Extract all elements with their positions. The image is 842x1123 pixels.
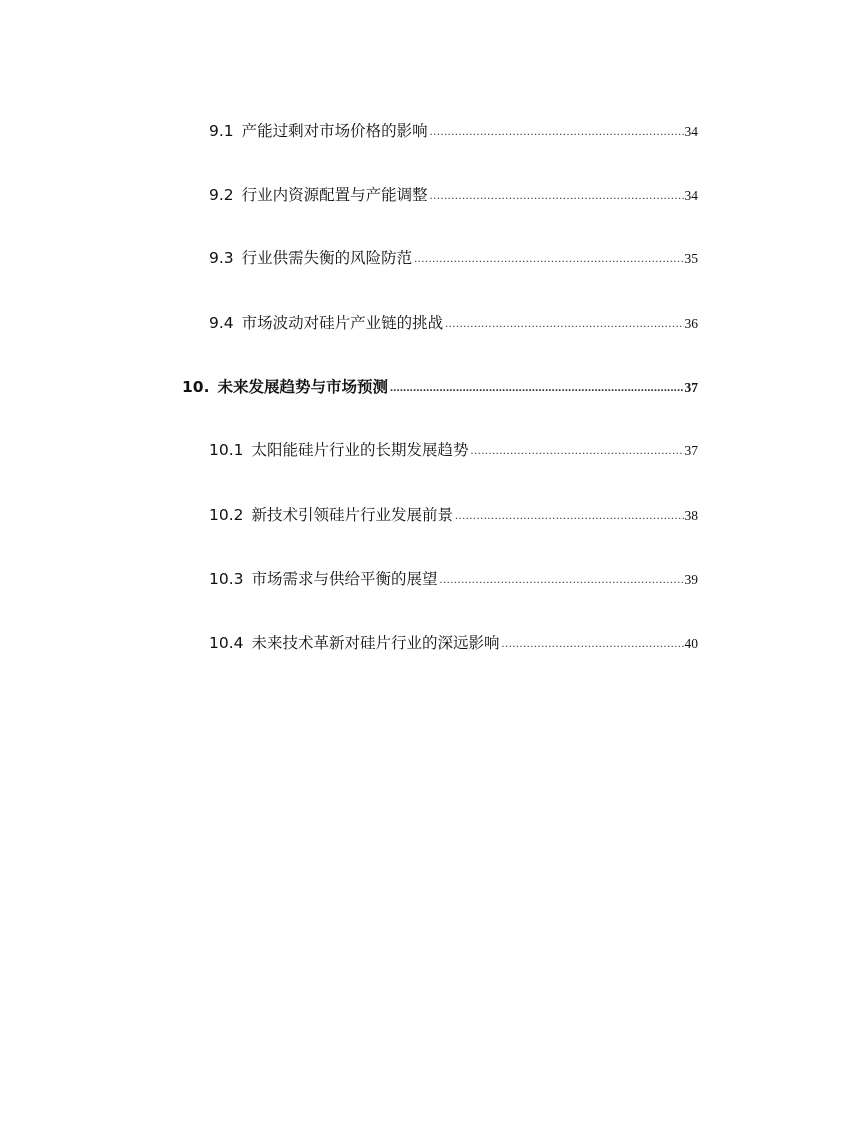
toc-entry-number: 10.2 bbox=[209, 506, 244, 524]
toc-entry-10-4[interactable] bbox=[209, 631, 698, 655]
toc-entry-title: 行业内资源配置与产能调整 bbox=[241, 186, 428, 204]
toc-entry-page-number: 38 bbox=[684, 508, 698, 523]
dot-leader bbox=[390, 375, 684, 399]
toc-entry-title: 产能过剩对市场价格的影响 bbox=[241, 122, 428, 140]
toc-entry-number: 9.1 bbox=[209, 122, 234, 140]
toc-entry-page-number: 37 bbox=[684, 443, 698, 458]
toc-entry-title: 行业供需失衡的风险防范 bbox=[241, 249, 413, 267]
toc-entry-10-3[interactable] bbox=[209, 567, 698, 591]
toc-entry-number: 10. bbox=[182, 378, 210, 396]
toc-entry-10-1[interactable] bbox=[209, 438, 698, 462]
dot-leader bbox=[414, 246, 683, 270]
toc-entry-page-number: 35 bbox=[684, 251, 698, 266]
toc-entry-title: 新技术引领硅片行业发展前景 bbox=[251, 506, 454, 524]
toc-entry-9-4[interactable] bbox=[209, 311, 698, 335]
dot-leader bbox=[502, 631, 684, 655]
toc-entry-title: 市场波动对硅片产业链的挑战 bbox=[241, 314, 444, 332]
toc-entry-title: 市场需求与供给平衡的展望 bbox=[251, 570, 438, 588]
toc-entry-page-number: 34 bbox=[684, 124, 698, 139]
toc-entry-10-2[interactable] bbox=[209, 503, 698, 527]
toc-entry-9-2[interactable] bbox=[209, 183, 698, 207]
dot-leader bbox=[471, 438, 684, 462]
toc-entry-number: 9.2 bbox=[209, 186, 234, 204]
toc-entry-9-1[interactable] bbox=[209, 119, 698, 143]
toc-entry-title: 太阳能硅片行业的长期发展趋势 bbox=[251, 441, 469, 459]
toc-entry-number: 10.3 bbox=[209, 570, 244, 588]
toc-entry-9-3[interactable] bbox=[209, 246, 698, 270]
dot-leader bbox=[430, 183, 684, 207]
toc-entry-page-number: 36 bbox=[684, 316, 698, 331]
toc-entry-page-number: 40 bbox=[684, 636, 698, 651]
toc-entry-number: 9.4 bbox=[209, 314, 234, 332]
toc-entry-page-number: 34 bbox=[684, 188, 698, 203]
toc-entry-number: 10.4 bbox=[209, 634, 244, 652]
toc-entry-title: 未来技术革新对硅片行业的深远影响 bbox=[251, 634, 500, 652]
dot-leader bbox=[440, 567, 684, 591]
dot-leader bbox=[445, 311, 683, 335]
toc-entry-page-number: 39 bbox=[684, 572, 698, 587]
toc-entry-number: 9.3 bbox=[209, 249, 234, 267]
toc-entry-page-number: 37 bbox=[684, 380, 698, 395]
toc-entry-10[interactable] bbox=[182, 375, 698, 399]
toc-entry-number: 10.1 bbox=[209, 441, 244, 459]
toc-entry-title: 未来发展趋势与市场预测 bbox=[217, 378, 388, 396]
dot-leader bbox=[430, 119, 684, 143]
dot-leader bbox=[455, 503, 683, 527]
